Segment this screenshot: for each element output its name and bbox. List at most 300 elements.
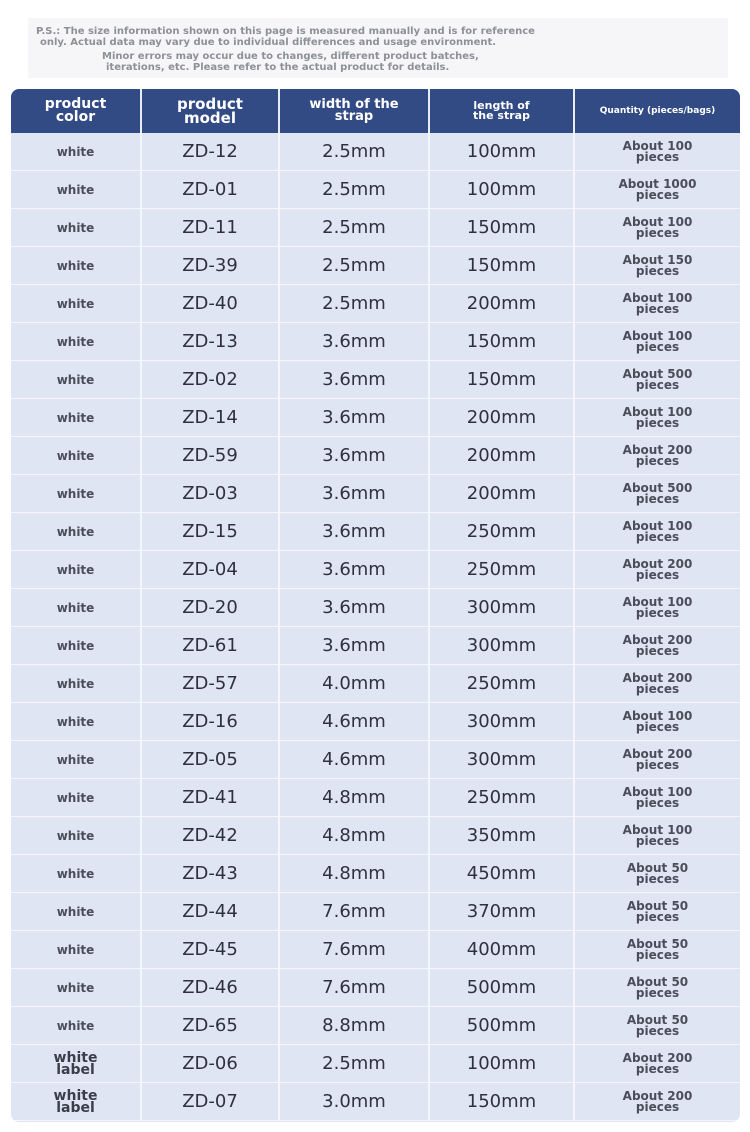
product-color-text: white [53,1049,98,1066]
disclaimer-note [28,18,728,78]
strap-width-cell [280,589,428,626]
quantity-text: pieces [635,871,680,886]
quantity-text: pieces [635,1099,680,1114]
product-color-text: white [56,942,95,957]
strap-width-text: 4.8mm [322,825,386,846]
product-color-text: white [56,334,95,349]
strap-width-cell [280,1045,428,1082]
product-color-cell [11,361,140,398]
product-model-text: ZD-42 [182,825,238,846]
strap-length-text: 450mm [466,863,537,884]
product-color-text: white [56,258,95,273]
strap-length-cell [430,1045,573,1082]
quantity-text: About 50 [626,974,689,989]
product-model-cell [142,209,278,246]
table-row [11,323,740,361]
quantity-cell [575,931,740,968]
product-model-cell [142,817,278,854]
strap-length-text: 150mm [466,369,537,390]
product-model-cell [142,551,278,588]
quantity-text: About 100 [622,822,693,837]
strap-width-text: 3.6mm [322,521,386,542]
strap-width-text: 3.6mm [322,559,386,580]
quantity-cell [575,855,740,892]
quantity-text: pieces [635,263,680,278]
header-product-color-line-2: color [55,109,96,125]
product-model-text: ZD-44 [182,901,238,922]
strap-width-cell [280,855,428,892]
strap-length-text: 250mm [466,787,537,808]
strap-width-cell [280,171,428,208]
quantity-cell [575,1083,740,1120]
product-color-cell [11,589,140,626]
strap-length-text: 300mm [466,711,537,732]
strap-length-text: 500mm [466,977,537,998]
strap-length-cell [430,437,573,474]
product-model-text: ZD-57 [182,673,238,694]
product-model-cell [142,323,278,360]
strap-length-cell [430,627,573,664]
strap-width-text: 3.0mm [322,1091,386,1112]
strap-length-cell [430,817,573,854]
quantity-text: pieces [635,605,680,620]
product-model-cell [142,1045,278,1082]
product-model-cell [142,703,278,740]
table-row [11,817,740,855]
product-color-cell [11,779,140,816]
strap-width-cell [280,1083,428,1120]
quantity-text: pieces [635,909,680,924]
strap-length-cell [430,741,573,778]
strap-length-text: 500mm [466,1015,537,1036]
product-color-text: white [56,600,95,615]
table-row [11,1083,740,1121]
product-color-text: white [56,676,95,691]
quantity-cell [575,893,740,930]
quantity-cell [575,779,740,816]
product-model-cell [142,779,278,816]
strap-length-text: 300mm [466,635,537,656]
product-model-cell [142,589,278,626]
quantity-text: About 50 [626,1012,689,1027]
table-row [11,1007,740,1045]
table-row [11,703,740,741]
product-color-cell [11,703,140,740]
strap-width-cell [280,437,428,474]
strap-length-cell [430,665,573,702]
product-color-text: white [56,904,95,919]
product-color-text: white [56,486,95,501]
product-model-cell [142,665,278,702]
product-color-text: label [56,1061,95,1078]
quantity-text: pieces [635,757,680,772]
strap-width-cell [280,513,428,550]
strap-length-cell [430,513,573,550]
quantity-text: pieces [635,415,680,430]
product-model-cell [142,741,278,778]
product-color-cell [11,969,140,1006]
product-model-cell [142,969,278,1006]
strap-width-cell [280,133,428,170]
quantity-text: pieces [635,985,680,1000]
quantity-text: About 50 [626,936,689,951]
strap-length-cell [430,171,573,208]
quantity-cell [575,133,740,170]
product-model-text: ZD-07 [182,1091,238,1112]
product-model-text: ZD-13 [182,331,238,352]
strap-length-text: 350mm [466,825,537,846]
strap-length-text: 250mm [466,673,537,694]
strap-width-cell [280,893,428,930]
product-model-text: ZD-06 [182,1053,238,1074]
product-color-cell [11,247,140,284]
strap-width-text: 7.6mm [322,977,386,998]
table-row [11,931,740,969]
quantity-cell [575,665,740,702]
strap-length-cell [430,1007,573,1044]
strap-length-cell [430,969,573,1006]
header-product-model-line-1: product [177,95,243,113]
product-model-text: ZD-02 [182,369,238,390]
strap-length-text: 300mm [466,749,537,770]
table-row [11,741,740,779]
product-color-text: label [56,1099,95,1116]
product-color-text: white [56,1018,95,1033]
quantity-cell [575,969,740,1006]
table-row [11,665,740,703]
quantity-text: pieces [635,833,680,848]
strap-width-text: 2.5mm [322,255,386,276]
quantity-text: pieces [635,339,680,354]
quantity-text: pieces [635,453,680,468]
table-body [11,133,740,1121]
strap-width-cell [280,399,428,436]
strap-length-cell [430,855,573,892]
strap-width-cell [280,665,428,702]
product-color-cell [11,1007,140,1044]
product-model-text: ZD-41 [182,787,238,808]
strap-length-cell [430,703,573,740]
quantity-text: About 100 [622,784,693,799]
quantity-cell [575,589,740,626]
quantity-text: About 100 [622,404,693,419]
quantity-text: pieces [635,149,680,164]
header-strap-width-line-2: strap [334,109,374,124]
table-row [11,437,740,475]
strap-length-text: 250mm [466,559,537,580]
strap-width-text: 3.6mm [322,369,386,390]
product-color-cell [11,855,140,892]
quantity-cell [575,361,740,398]
product-color-cell [11,893,140,930]
table-row [11,893,740,931]
product-model-text: ZD-43 [182,863,238,884]
product-model-text: ZD-04 [182,559,238,580]
disclaimer-line-1: P.S.: The size information shown on this page is measured manually and is for reference [36,26,535,37]
product-model-cell [142,475,278,512]
quantity-cell [575,475,740,512]
product-color-text: white [56,866,95,881]
strap-length-text: 150mm [466,255,537,276]
table-row [11,969,740,1007]
quantity-cell [575,209,740,246]
product-color-cell [11,551,140,588]
quantity-text: pieces [635,947,680,962]
product-color-cell [11,665,140,702]
quantity-text: About 150 [622,252,693,267]
strap-length-text: 100mm [466,179,537,200]
strap-width-cell [280,703,428,740]
strap-width-cell [280,779,428,816]
quantity-text: About 100 [622,518,693,533]
strap-length-text: 150mm [466,331,537,352]
quantity-cell [575,513,740,550]
header-strap-length-line-1: length of [473,99,530,112]
product-model-text: ZD-45 [182,939,238,960]
product-model-cell [142,285,278,322]
product-model-text: ZD-16 [182,711,238,732]
strap-width-text: 4.0mm [322,673,386,694]
strap-length-text: 200mm [466,445,537,466]
product-color-text: white [56,828,95,843]
product-model-cell [142,513,278,550]
table-row [11,513,740,551]
product-color-cell [11,171,140,208]
product-model-cell [142,247,278,284]
product-model-cell [142,893,278,930]
quantity-text: About 50 [626,898,689,913]
quantity-text: pieces [635,719,680,734]
product-model-cell [142,133,278,170]
strap-width-cell [280,969,428,1006]
table-row [11,475,740,513]
strap-length-cell [430,475,573,512]
strap-width-text: 7.6mm [322,939,386,960]
product-color-cell [11,1045,140,1082]
table-row [11,361,740,399]
quantity-text: About 200 [622,746,693,761]
table-row [11,247,740,285]
strap-width-cell [280,285,428,322]
quantity-cell [575,247,740,284]
product-color-text: white [56,790,95,805]
product-model-text: ZD-59 [182,445,238,466]
product-model-cell [142,1083,278,1120]
product-model-text: ZD-03 [182,483,238,504]
quantity-text: About 100 [622,138,693,153]
header-product-model-line-2: model [183,109,236,127]
quantity-cell [575,1045,740,1082]
product-model-cell [142,361,278,398]
product-color-text: white [56,144,95,159]
product-color-text: white [56,638,95,653]
product-color-cell [11,817,140,854]
quantity-cell [575,551,740,588]
product-model-text: ZD-14 [182,407,238,428]
size-table [11,89,740,1122]
strap-length-text: 100mm [466,1053,537,1074]
strap-width-text: 7.6mm [322,901,386,922]
quantity-text: About 200 [622,670,693,685]
quantity-cell [575,399,740,436]
product-model-text: ZD-11 [182,217,238,238]
product-color-cell [11,399,140,436]
strap-length-cell [430,779,573,816]
quantity-cell [575,703,740,740]
header-strap-length [430,89,573,133]
table-row [11,285,740,323]
quantity-text: About 200 [622,556,693,571]
quantity-text: About 100 [622,708,693,723]
strap-width-text: 3.6mm [322,483,386,504]
quantity-cell [575,1007,740,1044]
product-color-cell [11,627,140,664]
product-color-cell [11,323,140,360]
disclaimer-text-2 [102,51,479,73]
table-row [11,855,740,893]
strap-width-text: 4.8mm [322,787,386,808]
product-model-cell [142,437,278,474]
product-model-cell [142,627,278,664]
strap-width-text: 2.5mm [322,293,386,314]
strap-length-cell [430,551,573,588]
strap-length-text: 150mm [466,1091,537,1112]
quantity-cell [575,627,740,664]
quantity-text: pieces [635,1061,680,1076]
strap-length-cell [430,361,573,398]
quantity-cell [575,437,740,474]
strap-width-cell [280,475,428,512]
strap-length-cell [430,399,573,436]
product-model-text: ZD-40 [182,293,238,314]
product-color-text: white [56,296,95,311]
quantity-text: pieces [635,529,680,544]
product-model-cell [142,931,278,968]
product-color-cell [11,285,140,322]
product-color-cell [11,1083,140,1120]
product-model-text: ZD-12 [182,141,238,162]
strap-width-cell [280,741,428,778]
strap-width-text: 3.6mm [322,331,386,352]
product-color-text: white [56,220,95,235]
table-row [11,779,740,817]
product-color-cell [11,475,140,512]
quantity-text: About 200 [622,442,693,457]
strap-length-cell [430,323,573,360]
quantity-cell [575,817,740,854]
product-model-text: ZD-15 [182,521,238,542]
quantity-text: About 100 [622,328,693,343]
strap-length-cell [430,133,573,170]
product-color-cell [11,209,140,246]
strap-length-text: 200mm [466,407,537,428]
strap-width-cell [280,817,428,854]
product-color-text: white [56,562,95,577]
strap-length-cell [430,589,573,626]
strap-length-text: 200mm [466,483,537,504]
strap-width-text: 3.6mm [322,597,386,618]
strap-width-cell [280,323,428,360]
quantity-text: pieces [635,187,680,202]
strap-width-cell [280,931,428,968]
product-model-text: ZD-01 [182,179,238,200]
quantity-cell [575,285,740,322]
quantity-text: pieces [635,1023,680,1038]
strap-width-text: 3.6mm [322,635,386,656]
product-color-cell [11,931,140,968]
product-color-cell [11,437,140,474]
quantity-text: About 50 [626,860,689,875]
disclaimer-line-4: iterations, etc. Please refer to the actual product for details. [106,62,450,73]
strap-length-cell [430,285,573,322]
strap-width-text: 4.8mm [322,863,386,884]
header-product-color [11,89,140,133]
strap-length-cell [430,209,573,246]
product-model-text: ZD-20 [182,597,238,618]
table-row [11,399,740,437]
product-color-cell [11,133,140,170]
strap-length-text: 300mm [466,597,537,618]
product-model-cell [142,1007,278,1044]
quantity-text: About 100 [622,290,693,305]
quantity-text: About 500 [622,366,693,381]
product-color-cell [11,513,140,550]
strap-length-text: 250mm [466,521,537,542]
product-model-cell [142,855,278,892]
table-row [11,171,740,209]
header-strap-width [280,89,428,133]
quantity-text: About 200 [622,1050,693,1065]
strap-width-cell [280,247,428,284]
header-product-color-line-1: product [44,96,107,112]
strap-length-text: 370mm [466,901,537,922]
product-color-text: white [56,448,95,463]
disclaimer-text [36,26,535,48]
quantity-text: pieces [635,377,680,392]
product-model-cell [142,171,278,208]
product-color-text: white [56,524,95,539]
strap-width-cell [280,1007,428,1044]
quantity-text: About 200 [622,1088,693,1103]
quantity-cell [575,323,740,360]
quantity-text: pieces [635,681,680,696]
table-header [11,89,740,133]
quantity-text: About 500 [622,480,693,495]
product-color-text: white [56,714,95,729]
strap-width-cell [280,361,428,398]
quantity-text: About 1000 [618,176,697,191]
strap-width-cell [280,551,428,588]
quantity-text: pieces [635,795,680,810]
product-color-text: white [56,752,95,767]
quantity-text: About 100 [622,594,693,609]
quantity-text: About 100 [622,214,693,229]
strap-length-text: 400mm [466,939,537,960]
product-color-cell [11,741,140,778]
quantity-cell [575,741,740,778]
header-strap-length-line-2: the strap [473,109,530,122]
quantity-text: pieces [635,491,680,506]
strap-width-text: 3.6mm [322,407,386,428]
strap-width-text: 4.6mm [322,711,386,732]
strap-width-text: 4.6mm [322,749,386,770]
table-row [11,551,740,589]
product-color-text: white [56,980,95,995]
header-strap-width-line-1: width of the [309,97,399,112]
header-quantity: Quantity (pieces/bags) [599,106,716,116]
strap-width-text: 2.5mm [322,141,386,162]
quantity-text: pieces [635,643,680,658]
